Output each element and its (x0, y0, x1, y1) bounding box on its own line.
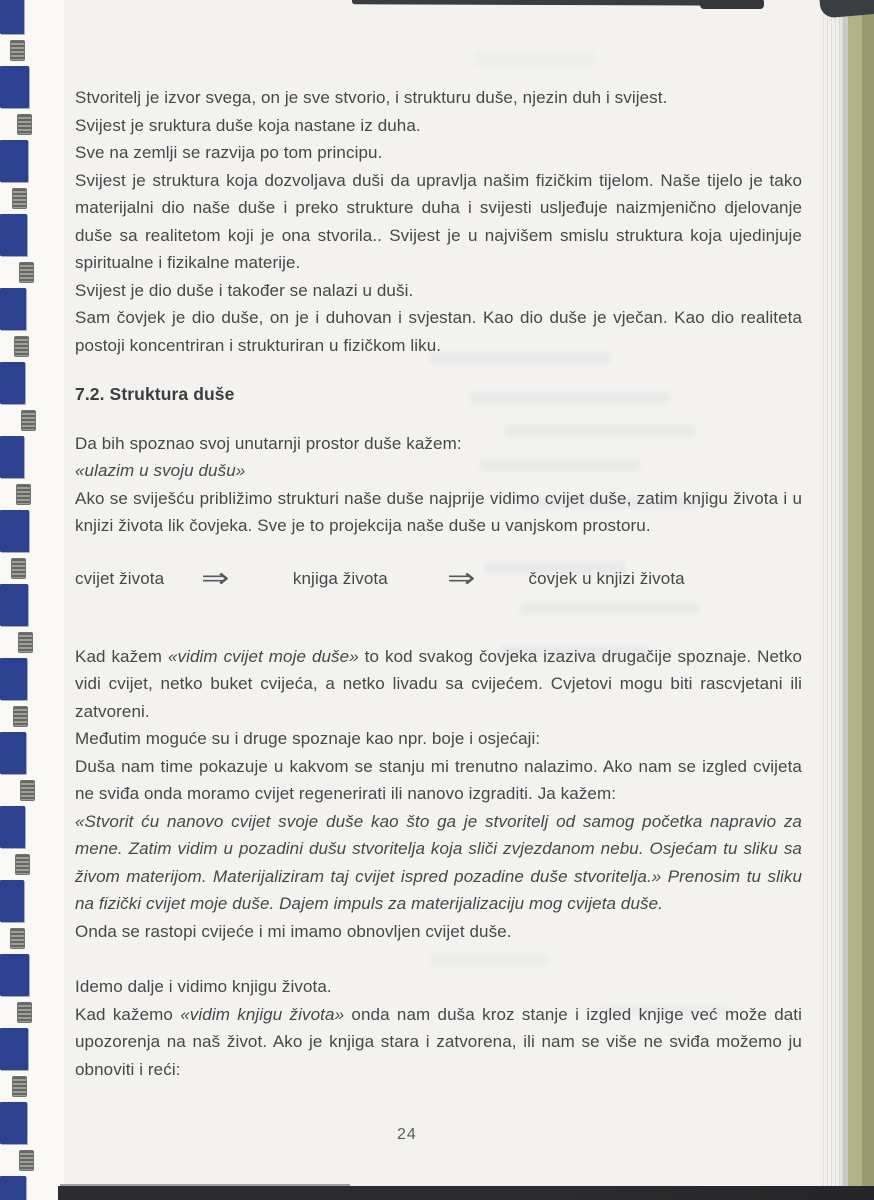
cover-block (0, 510, 29, 552)
paragraph (75, 808, 802, 918)
binding-coil-icon (14, 336, 29, 357)
binding-coil-icon (21, 410, 36, 431)
binding-coil-icon (10, 928, 25, 949)
binding-strip (0, 0, 64, 1200)
paragraph (75, 139, 802, 167)
paragraph (75, 457, 802, 485)
binding-coil-icon (12, 188, 27, 209)
cover-block (0, 658, 27, 700)
cover-edge-right (844, 0, 874, 1200)
bleed-through-mark (475, 52, 595, 66)
cover-block (0, 288, 26, 330)
cover-block (0, 1176, 26, 1200)
paragraph (75, 84, 802, 112)
binding-coil-icon (18, 632, 33, 653)
text-segment: onda nam duša kroz stanje i izgled knjige već može dati upozorenja na naš život. Ako je knjiga stara i zatvorena, ili nam se više ne sviđa možemo ju obnoviti i reći: (75, 1004, 802, 1079)
paragraph (75, 112, 802, 140)
text-segment: Ako se sviješću približimo strukturi naše duše najprije vidimo cvijet duše, zatim knjigu života i u knjizi života lik čovjeka. Sve je to projekcija naše duše u vanjskom prostoru. (75, 488, 802, 535)
text-segment: «vidim knjigu života» (180, 1004, 345, 1024)
text-segment: 7.2. Struktura duše (75, 384, 235, 404)
binding-coil-icon (12, 1076, 27, 1097)
text-segment: «vidim cvijet moje duše» (167, 646, 359, 666)
double-arrow-icon: ⇒ (446, 563, 476, 594)
paragraph (75, 725, 802, 753)
paragraph (75, 1001, 802, 1084)
text-segment: «ulazim u svoju dušu» (75, 461, 246, 480)
page-stack-edge (820, 0, 844, 1200)
binding-coil-icon (17, 1002, 32, 1023)
binding-coil-icon (19, 1150, 34, 1171)
binding-coil-icon (13, 706, 28, 727)
text-segment: «Stvorit ću nanovo cvijet svoje duše kao što ga je stvoritelj od samog početka napravio za mene. Zatim vidim u pozadini dušu stvoritelja koja sliči zvjezdanom nebu. Osjećam tu sliku sa živom materijom. Materijaliziram taj cvijet ispred pozadine duše stvoritelja.» Prenosim tu sliku na fizički cvijet moje duše. Dajem impuls za materijalizaciju mog cvijeta duše. (75, 811, 802, 913)
cover-block (0, 436, 24, 478)
binding-coil-icon (17, 114, 32, 135)
cover-block (0, 0, 24, 34)
diagram-label: čovjek u knjizi života (528, 568, 685, 588)
binding-coil-icon (10, 40, 25, 61)
text-segment: Kad kažem (75, 646, 168, 666)
cover-block (0, 66, 29, 108)
text-segment: Svijest je dio duše i također se nalazi u duši. (75, 280, 414, 300)
binding-coil-icon (19, 262, 34, 283)
text-segment: Svijest je sruktura duše koja nastane iz duha. (75, 115, 421, 135)
paragraph (75, 304, 802, 359)
paragraph (75, 643, 802, 726)
diagram-row (75, 562, 802, 596)
text-segment: Onda se rastopi cvijeće i mi imamo obnovljen cvijet duše. (75, 921, 512, 941)
paragraph (75, 167, 802, 277)
cover-block (0, 1028, 28, 1070)
section-heading (75, 381, 802, 409)
binding-coil-icon (16, 484, 31, 505)
text-segment: Stvoritelj je izvor svega, on je sve stvorio, i strukturu duše, njezin duh i svijest. (75, 88, 668, 107)
cover-block (0, 880, 24, 922)
paragraph (75, 277, 802, 305)
paragraph (75, 753, 802, 808)
cover-block (0, 1102, 27, 1144)
diagram-label: knjiga života (292, 568, 388, 588)
text-segment: Međutim moguće su i druge spoznaje kao npr. boje i osjećaji: (75, 729, 541, 748)
text-segment: Sve na zemlji se razvija po tom principu. (75, 143, 383, 162)
text-segment: to kod svakog čovjeka izaziva drugačije spoznaje. Netko vidi cvijet, netko buket cvijeća, a netko livadu sa cvijećem. Cvjetovi mogu biti rascvjetani ili zatvoreni. (75, 646, 803, 721)
text-segment: Da bih spoznao svoj unutarnji prostor duše kažem: (75, 433, 462, 453)
cover-block (0, 584, 28, 626)
paragraph (75, 430, 802, 458)
cover-block (0, 732, 26, 774)
paragraph (75, 973, 802, 1001)
cover-block (0, 806, 25, 848)
double-arrow-icon: ⇒ (201, 563, 230, 594)
paragraph (75, 918, 802, 946)
text-segment: Kad kažemo (75, 1004, 181, 1024)
binding-coil-icon (11, 558, 26, 579)
diagram-label: cvijet života (75, 568, 165, 588)
binding-coil-icon (20, 780, 35, 801)
bottom-edge-shadow (58, 1186, 874, 1200)
cover-block (0, 140, 28, 182)
text-segment: Svijest je struktura koja dozvoljava duši da upravlja našim fizičkim tijelom. Naše tijelo je tako materijalni dio naše duše i preko strukture duha i svijesti usljeđuje naizmjenično djelovanje duše sa realitetom koji je ona stvorila.. Svijest je u najvišem smislu struktura koja ujedinjuje spiritualne i fizikalne materije. (75, 170, 802, 272)
text-segment: Duša nam time pokazuje u kakvom se stanju mi trenutno nalazimo. Ako nam se izgled cvijeta ne sviđa onda moramo cvijet regenerirati ili nanovo izgraditi. Ja kažem: (75, 756, 802, 803)
cover-block (0, 362, 25, 404)
binding-coil-icon (15, 854, 30, 875)
text-segment: Idemo dalje i vidimo knjigu života. (75, 977, 332, 996)
text-segment: Sam čovjek je dio duše, on je i duhovan i svjestan. Kao dio duše je vječan. Kao dio realiteta postoji koncentriran i strukturiran u fizičkom liku. (75, 308, 802, 355)
text-column (75, 84, 802, 1083)
cover-block (0, 954, 29, 996)
paragraph (75, 485, 802, 540)
page-number: 24 (397, 1126, 417, 1143)
top-edge-shadow-blob (700, 0, 764, 9)
cover-block (0, 214, 27, 256)
